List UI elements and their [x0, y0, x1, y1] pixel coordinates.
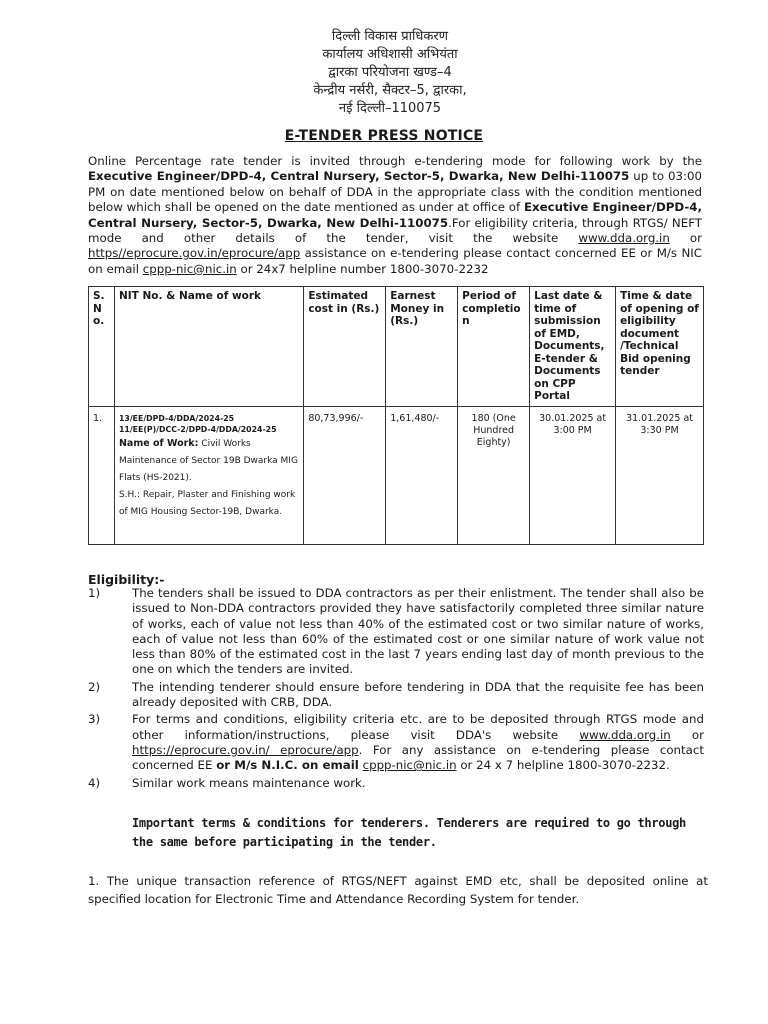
list-text: Similar work means maintenance work.	[132, 775, 366, 790]
intro-text: assistance on e-tendering please contact concerned EE or M/s NIC on email	[88, 246, 702, 276]
table-cell-cost: 80,73,996/-	[304, 406, 386, 544]
hindi-line: दिल्ली विकास प्राधिकरण	[331, 29, 449, 44]
table-cell-work	[114, 406, 303, 544]
list-number: 4)	[88, 775, 101, 790]
table-cell-opening: 31.01.2025 at 3:30 PM	[616, 406, 704, 544]
hindi-line: द्वारका परियोजना खण्ड–4	[328, 65, 452, 80]
office-address-hindi	[280, 28, 500, 118]
terms-point-1: 1. The unique transaction reference of RTGS/NEFT against EMD etc, shall be deposited online at specified location for Electronic Time and Attendance Recording System for tender.	[88, 874, 708, 906]
table-cell-last-date: 30.01.2025 at 3:00 PM	[530, 406, 616, 544]
list-item	[88, 776, 704, 791]
column-header: Period of completio n	[458, 287, 530, 407]
hindi-line: कार्यालय अधिशासी अभियंता	[322, 47, 458, 62]
email-link[interactable]: cppp-nic@nic.in	[142, 261, 237, 276]
website-link[interactable]: www.dda.org.in	[579, 727, 671, 742]
work-name-value: Civil Works Maintenance of Sector 19B Dwarka MIG Flats (HS-2021).	[118, 438, 298, 483]
important-terms-heading: Important terms & conditions for tenderers. Tenderers are required to go through the same before participating in the tender.	[132, 816, 686, 849]
table-row	[89, 406, 704, 544]
list-number: 2)	[88, 679, 101, 694]
list-text-bold: or M/s N.I.C. on email	[216, 758, 359, 773]
nit-number: 11/EE(P)/DCC-2/DPD-4/DDA/2024-25	[118, 424, 277, 434]
work-subhead: S.H.: Repair, Plaster and Finishing work of MIG Housing Sector-19B, Dwarka.	[118, 489, 296, 517]
work-name-label: Name of Work:	[118, 437, 199, 449]
intro-text: Online Percentage rate tender is invited through e-tendering mode for following work by the	[88, 154, 702, 168]
table-cell-sno: 1.	[89, 406, 115, 544]
list-text-part: . For any assistance on e-tendering please contact concerned EE	[132, 742, 704, 773]
eligibility-heading: Eligibility:-	[88, 572, 165, 587]
website-link[interactable]: www.dda.org.in	[578, 231, 670, 246]
list-number: 1)	[88, 586, 101, 600]
column-header: S. N o.	[89, 287, 115, 407]
column-header: Time & date of opening of eligibility document /Technical Bid opening tender	[616, 287, 704, 407]
hindi-line: केन्द्रीय नर्सरी, सैक्टर–5, द्वारका,	[313, 83, 467, 98]
page-title: E-TENDER PRESS NOTICE	[284, 128, 484, 144]
intro-text: .For eligibility criteria, through RTGS/ NEFT mode and other details of the tender, visit the website	[88, 215, 702, 246]
list-text-part: or 24 x 7 helpline 1800-3070-2232.	[456, 758, 670, 773]
tender-table	[88, 286, 704, 545]
table-cell-emd: 1,61,480/-	[386, 406, 458, 544]
table-header-row	[89, 287, 704, 407]
list-text: The tenders shall be issued to DDA contractors as per their enlistment. The tender shall also be issued to Non-DDA contractors provided they have satisfactorily completed three similar nature of works, each of value not less than 40% of the estimated cost or two similar nature of works, each of value not less than 60% of the estimated cost or one similar nature of work value not less than 80% of the estimated cost in the last 7 years ending last day of month previous to the one on which the tenders are invited.	[132, 586, 704, 677]
intro-text: or 24x7 helpline number 1800-3070-2232	[236, 261, 489, 276]
list-text-part: or	[670, 727, 704, 742]
list-text	[132, 712, 704, 773]
intro-paragraph	[88, 154, 702, 277]
hindi-line: नई दिल्ली–110075	[338, 101, 442, 116]
list-number: 3)	[88, 712, 101, 727]
column-header: NIT No. & Name of work	[114, 287, 303, 407]
column-header: Earnest Money in (Rs.)	[386, 287, 458, 407]
table-cell-period: 180 (One Hundred Eighty)	[458, 406, 530, 544]
list-item	[88, 680, 704, 711]
list-text-part: For terms and conditions, eligibility criteria etc. are to be deposited through RTGS mode and other information/instructions, please visit DDA's website	[132, 712, 704, 742]
eprocure-link[interactable]: https://eprocure.gov.in/ eprocure/app	[132, 742, 359, 757]
list-item	[88, 586, 704, 678]
column-header: Estimated cost in (Rs.)	[304, 287, 386, 407]
list-text: The intending tenderer should ensure before tendering in DDA that the requisite fee has been already deposited with CRB, DDA.	[132, 679, 704, 710]
work-name	[119, 435, 299, 487]
email-link[interactable]: cppp-nic@nic.in	[362, 758, 457, 773]
column-header: Last date & time of submission of EMD, Documents, E-tender & Documents on CPP Portal	[530, 287, 616, 407]
eligibility-list	[88, 586, 704, 793]
office-address: Executive Engineer/DPD-4, Central Nursery, Sector-5, Dwarka, New Delhi-110075	[88, 200, 702, 230]
nit-number: 13/EE/DPD-4/DDA/2024-25	[118, 413, 235, 423]
intro-text: or	[669, 231, 702, 246]
office-address: Executive Engineer/DPD-4, Central Nursery, Sector-5, Dwarka, New Delhi-110075	[88, 169, 630, 184]
eprocure-link[interactable]: https//eprocure.gov.in/eprocure/app	[88, 246, 301, 261]
intro-text: up to 03:00 PM on date mentioned below on behalf of DDA in the appropriate class with the condition mentioned below which shall be opened on the date mentioned as under at office of	[88, 169, 702, 215]
list-item	[88, 712, 704, 773]
